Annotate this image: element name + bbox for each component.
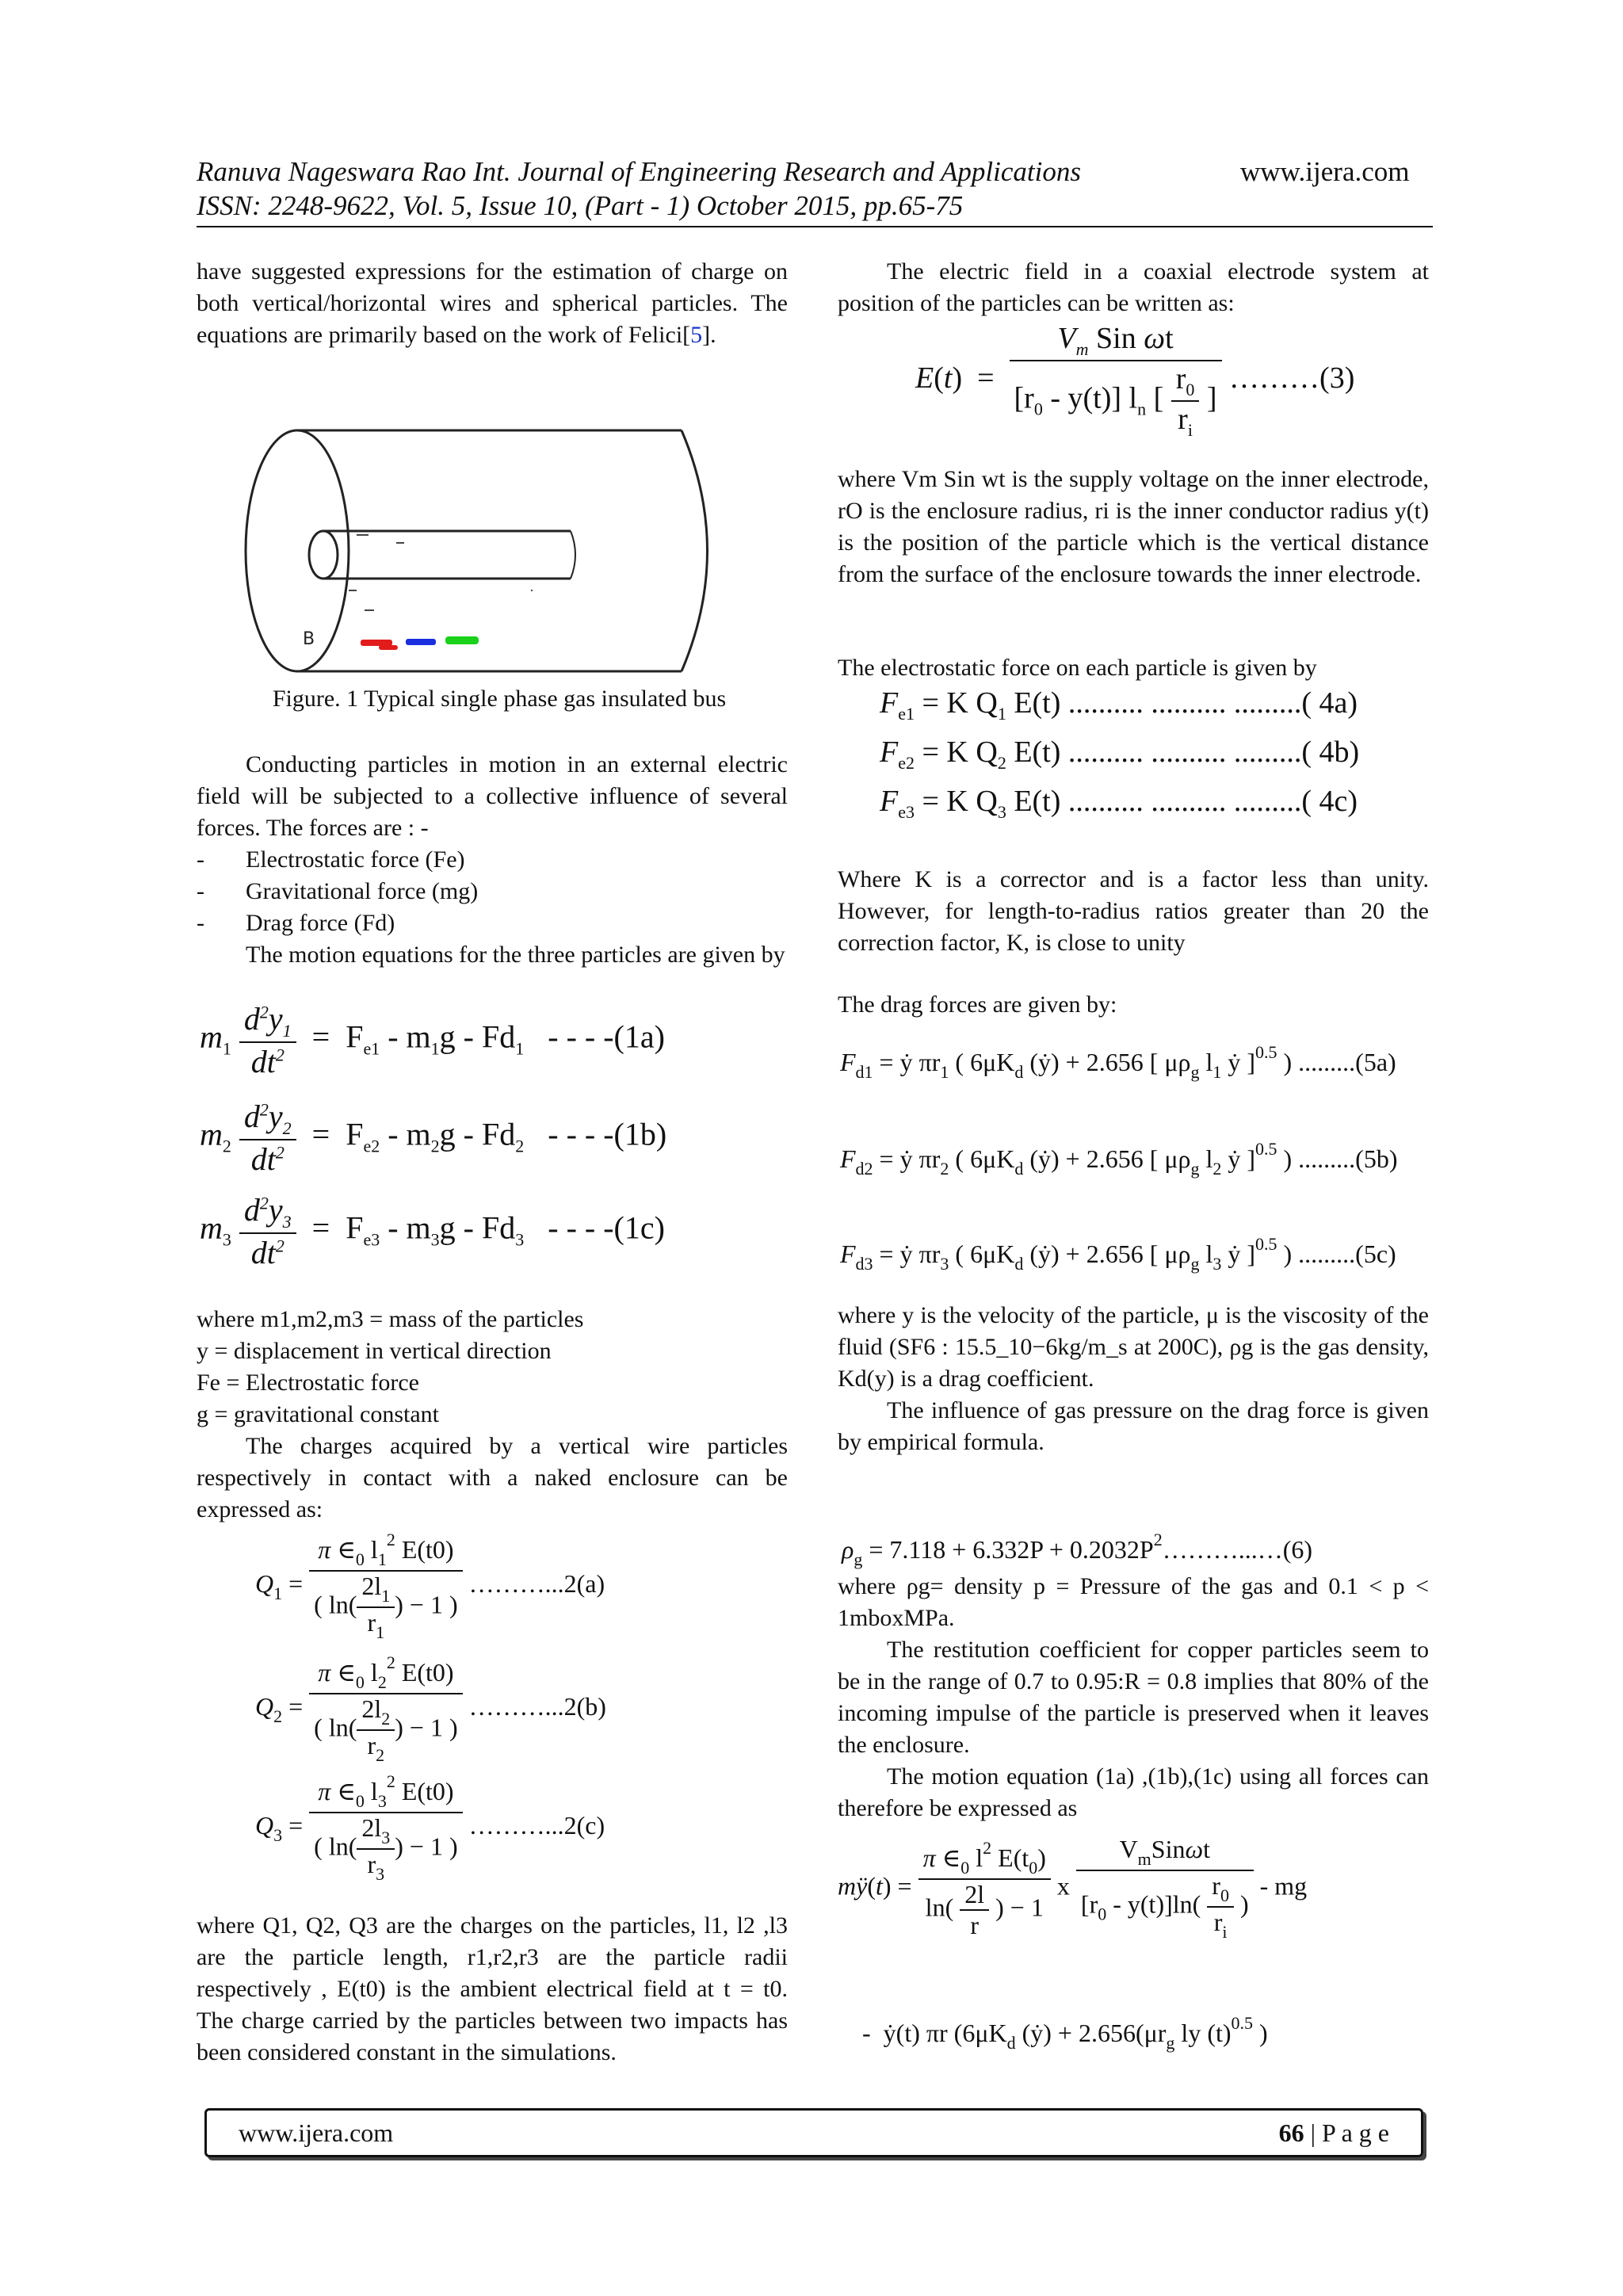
right-field-intro: The electric field in a coaxial electrode system at position of the particles can be written as: xyxy=(838,258,1429,316)
equation-1c: $m_3$ $\frac{d^2y_3}{dt^2}$ = $F_{e3} - m_3g - Fd_3$ - - - -(1c) xyxy=(200,1192,665,1270)
left-where-charges: where Q1, Q2, Q3 are the charges on the particles, l1, l2 ,l3 are the particle length, r1,r2,r3 are the particle radii respectively , E(t0) is the ambient electrical field at t = t0. The charge carried by the particles between two impacts has been considered constant in the simulations. xyxy=(197,1912,788,2065)
page-number: 66 | P a g e xyxy=(1278,2118,1389,2147)
intro-text: have suggested expressions for the estimation of charge on both vertical/horizontal wires and spherical particles. The equations are primarily based on the work of Felici[ xyxy=(197,258,788,348)
equation-5b: $F_{d2}$ = ẏ $\pi r_2$ ( $6\mu K_d$ (ẏ) + 2.656 [ $\mu\rho_g$ $l_2$ ẏ ]$^{0.5}$ ) .........(5b) xyxy=(840,1139,1398,1179)
force-item: - Drag force (Fd) xyxy=(197,910,395,936)
equation-4a: $F_{e1} = K$ $Q_1$ E(t) .......... .......... .........( 4a) xyxy=(880,686,1358,724)
equation-4b: $F_{e2} = K$ $Q_2$ E(t) .......... .......... .........( 4b) xyxy=(880,735,1360,773)
header-rule xyxy=(197,226,1433,227)
definition-line: y = displacement in vertical direction xyxy=(197,1338,552,1364)
left-definitions xyxy=(197,1304,788,1526)
definition-line: where m1,m2,m3 = mass of the particles xyxy=(197,1306,584,1332)
equation-5a: $F_{d1}$ = ẏ $\pi r_1$ ( $6\mu K_d$ (ẏ) + 2.656 [ $\mu\rho_g$ $l_1$ ẏ ]$^{0.5}$ ) .........(5a) xyxy=(840,1042,1396,1082)
equation-final-drag: - ẏ(t) πr ($6\mu K_d$ (ẏ) + $2.656(\mu r_g$ ly $(t)^{0.5}$ ) xyxy=(862,2013,1268,2053)
journal-issn: ISSN: 2248-9622, Vol. 5, Issue 10, (Part - 1) October 2015, pp.65-75 xyxy=(197,190,964,221)
gis-bus-drawing xyxy=(238,424,745,678)
definition-line: Fe = Electrostatic force xyxy=(197,1370,419,1396)
left-forces xyxy=(197,749,788,971)
equation-1b: $m_2$ $\frac{d^2y_2}{dt^2}$ = $F_{e2} - m_2g - Fd_2$ - - - -(1b) xyxy=(200,1098,667,1177)
reference-link[interactable]: 5 xyxy=(690,322,703,348)
equation-2c: $Q_3$ = π $\in_0$ $l_3^2$ E(t0) ( ln( $\frac{2l_3}{r_3}$ ) − 1 ) ………...2(c) xyxy=(255,1771,605,1884)
equation-5c: $F_{d3}$ = ẏ $\pi r_3$ ( $6\mu K_d$ (ẏ) + 2.656 [ $\mu\rho_g$ $l_3$ ẏ ]$^{0.5}$ ) .........(5c) xyxy=(840,1234,1396,1274)
journal-title: Ranuva Nageswara Rao Int. Journal of Engineering Research and Applications xyxy=(197,156,1081,187)
figure-caption: Figure. 1 Typical single phase gas insulated bus xyxy=(272,686,727,712)
equation-1a: $m_1$ $\frac{d^2y_1}{dt^2}$ = $F_{e1} - m_1g - Fd_1$ - - - -(1a) xyxy=(200,1001,665,1079)
page-footer xyxy=(204,2108,1423,2157)
intro-end: ]. xyxy=(702,322,716,348)
figure-gis-bus xyxy=(238,424,745,678)
footer-site[interactable]: www.ijera.com xyxy=(239,2118,394,2147)
right-field-where: where Vm Sin wt is the supply voltage on the inner electrode, rO is the enclosure radius, ri is the inner conductor radius y(t) is the position of the particle which is the vertical distance from the surface of the enclosure towards the inner electrode. xyxy=(838,466,1429,587)
figure-label-b: B xyxy=(303,629,315,649)
equation-2a: $Q_1$ = π $\in_0$ $l_1^2$ E(t0) ( ln( $\frac{2l_1}{r_1}$ ) − 1 ) ………...2(a) xyxy=(255,1530,605,1642)
left-intro xyxy=(197,256,788,351)
right-force-intro: The electrostatic force on each particle is given by xyxy=(838,655,1317,681)
definition-line: g = gravitational constant xyxy=(197,1401,440,1427)
equation-2b: $Q_2$ = π $\in_0$ $l_2^2$ E(t0) ( ln( $\frac{2l_2}{r_2}$ ) − 1 ) ………...2(b) xyxy=(255,1652,606,1765)
right-density: where ρg= density p = Pressure of the gas and 0.1 < p < 1mboxMPa. The restitution coefficient for copper particles seem to be in the range of 0.7 to 0.95:R = 0.8 implies that 80% of the incoming impulse of the particle is preserved when it leaves the enclosure. The motion equation (1a) ,(1b),(1c) using all forces can therefore be expressed as xyxy=(838,1573,1429,1821)
equation-3: E(t) = $V_m$ Sin ωt $[r_0 - y(t)]$ $l_n$ [ $\frac{r_0}{r_i}$ ] ………(3) xyxy=(915,322,1355,440)
right-k-text: Where K is a corrector and is a factor less than unity. However, for length-to-radius ratios greater than 20 the correction factor, K, is close to unity xyxy=(838,866,1429,956)
forces-intro: Conducting particles in motion in an external electric field will be subjected to a collective influence of several forces. The forces are : - xyxy=(197,751,788,841)
equation-final: mÿ(t) = π $\in_0$ $l^2$ $E(t_0)$ ln( $\frac{2l}{r}$ ) − 1 x $V_mSin\omega t$ $[r_0 - y(t)]\ln$( $\frac{r_0}{r_i}$ ) - mg xyxy=(838,1835,1308,1942)
right-drag-intro: The drag forces are given by: xyxy=(838,991,1117,1018)
force-item: - Electrostatic force (Fe) xyxy=(197,846,465,873)
charges-intro: The charges acquired by a vertical wire particles respectively in contact with a naked enclosure can be expressed as: xyxy=(197,1433,788,1522)
force-item: - Gravitational force (mg) xyxy=(197,878,479,904)
journal-site[interactable]: www.ijera.com xyxy=(1240,156,1410,187)
right-viscosity: where y is the velocity of the particle, μ is the viscosity of the fluid (SF6 : 15.5_10−6kg/m_s at 200C), ρg is the gas density, Kd(y) is a drag coefficient. The influence of gas pressure on the drag force is given by empirical formula. xyxy=(838,1302,1429,1455)
equation-6: $\rho_g = 7.118 + 6.332P$ + $0.2032P^2\dots\dots\dots...\dots(6)$ xyxy=(842,1530,1313,1569)
equation-4c: $F_{e3} = K$ $Q_3$ E(t) .......... .......... .........( 4c) xyxy=(880,785,1358,822)
motion-intro: The motion equations for the three particles are given by xyxy=(246,942,785,968)
